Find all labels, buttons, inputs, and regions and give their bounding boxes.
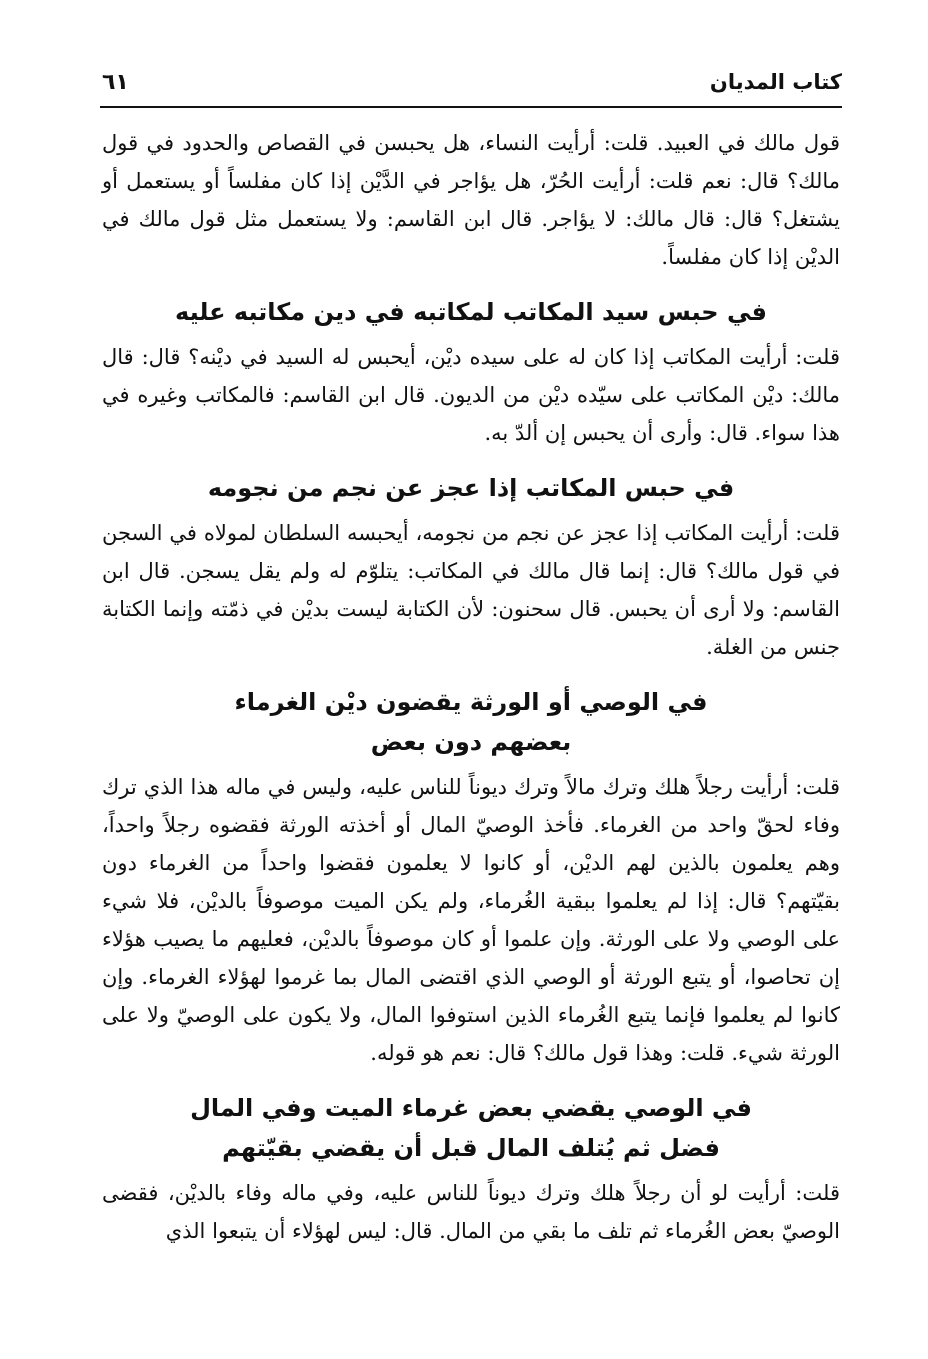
paragraph: قول مالك في العبيد. قلت: أرأيت النساء، هل يحبسن في القصاص والحدود في قول مالك؟ قال: نعم قلت: أرأيت الحُرّ، هل يؤاجر في الدَّيْن إذا كان مفلساً أو يستعمل أو يشتغل؟ قال: قال مالك: لا يؤاجر. قال ابن القاسم: ولا يستعمل مثل قول مالك في الديْن إذا كان مفلساً.	[102, 131, 840, 269]
paragraph: قلت: أرأيت رجلاً هلك وترك مالاً وترك ديوناً للناس عليه، وليس في ماله هذا الذي ترك وفاء لحقّ واحد من الغرماء. فأخذ الوصيّ المال أو أخذته الورثة فقضوه رجلاً واحداً، وهم يعلمون بالذين لهم الديْن، أو كانوا لا يعلمون فقضوا واحداً من الغرماء دون بقيّتهم؟ قال: إذا لم يعلموا ببقية الغُرماء، ولم يكن الميت موصوفاً بالديْن، فلا شيء على الوصي ولا على الورثة. وإن علموا أو كان موصوفاً بالديْن، فعليهم ما يصيب هؤلاء إن تحاصوا، أو يتبع الورثة أو الوصي الذي اقتضى المال بما غرموا لهؤلاء الغرماء. وإن كانوا لم يعلموا فإنما يتبع الغُرماء الذين استوفوا المال، ولا يكون على الوصيّ ولا على الورثة شيء. قلت: وهذا قول مالك؟ قال: نعم هو قوله.	[102, 775, 840, 1065]
page-number: ٦١	[102, 70, 129, 95]
section-heading-line: فضل ثم يُتلف المال قبل أن يقضي بقيّتهم	[222, 1134, 720, 1162]
running-header	[100, 64, 842, 108]
section-heading-line: في حبس سيد المكاتب لمكاتبه في دين مكاتبه عليه	[175, 298, 767, 326]
paragraph: قلت: أرأيت لو أن رجلاً هلك وترك ديوناً للناس عليه، وفي ماله وفاء بالديْن، فقضى الوصيّ بعض الغُرماء ثم تلف ما بقي من المال. قال: ليس لهؤلاء أن يتبعوا الذي	[102, 1181, 840, 1243]
section-heading	[102, 292, 840, 332]
section-heading	[102, 468, 840, 508]
paragraph: قلت: أرأيت المكاتب إذا عجز عن نجم من نجومه، أيحبسه السلطان لمولاه في السجن في قول مالك؟ قال: إنما قال مالك في المكاتب: يتلوّم له ولم يقل يسجن. قال ابن القاسم: ولا أرى أن يحبس. قال سحنون: لأن الكتابة ليست بديْن في ذمّته وإنما الكتابة جنس من الغلة.	[102, 521, 840, 659]
section-heading	[102, 682, 840, 762]
paragraph: قلت: أرأيت المكاتب إذا كان له على سيده ديْن، أيحبس له السيد في ديْنه؟ قال: قال مالك: ديْن المكاتب على سيّده ديْن من الديون. قال ابن القاسم: فالمكاتب وغيره في هذا سواء. قال: وأرى أن يحبس إن ألدّ به.	[102, 345, 840, 445]
section-heading-line: في الوصي يقضي بعض غرماء الميت وفي المال	[190, 1094, 752, 1122]
section-heading-line: في الوصي أو الورثة يقضون ديْن الغرماء	[234, 688, 708, 716]
page-body	[102, 124, 840, 1258]
section-heading-line: بعضهم دون بعض	[370, 728, 572, 756]
book-title: كتاب المديان	[709, 70, 842, 94]
section-heading-line: في حبس المكاتب إذا عجز عن نجم من نجومه	[207, 474, 735, 502]
section-heading	[102, 1088, 840, 1168]
